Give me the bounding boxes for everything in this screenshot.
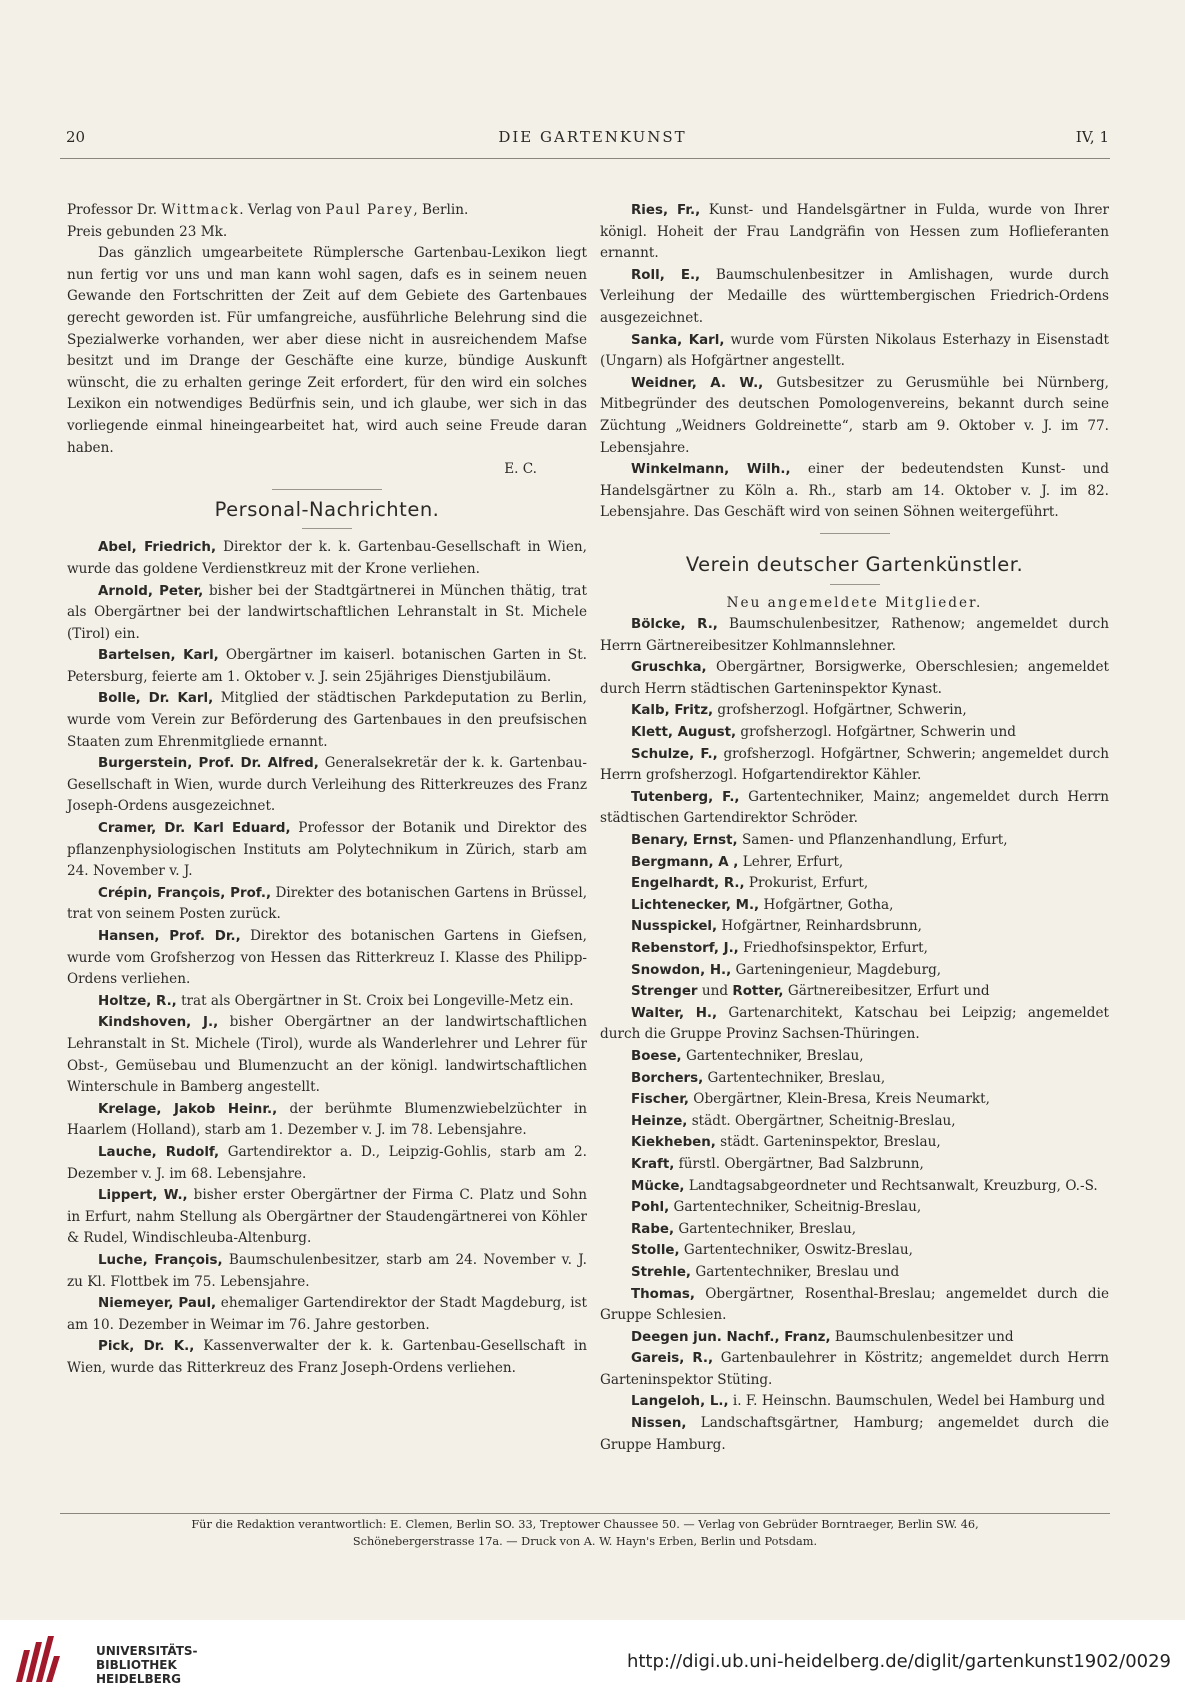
- entry-text: grofsherzogl. Hofgärtner, Schwerin,: [713, 702, 967, 719]
- person-name: Arnold, Peter,: [98, 583, 204, 599]
- entry-text: bisher bei der Stadtgärtnerei in München thätig, trat als Obergärtner bei der landwirtschaftlichen Lehranstalt in St. Michele (Tirol) ein.: [67, 582, 587, 642]
- person-name: Rotter,: [732, 984, 784, 1000]
- entry-text: Gartentechniker, Breslau,: [674, 1220, 857, 1237]
- member-entry: [600, 981, 1109, 1003]
- right-column: [600, 200, 1109, 1456]
- person-name: Nusspickel,: [631, 919, 718, 935]
- news-entry: [600, 265, 1109, 330]
- entry-text: Mitglied der städtischen Parkdeputation zu Berlin, wurde vom Verein zur Beförderung des Gartenbaues in den preufsischen Staaten zum Ehrenmitgliede ernannt.: [67, 690, 587, 750]
- member-entry: [600, 1176, 1109, 1198]
- person-name: Fischer,: [631, 1092, 689, 1108]
- review-author: Wittmack: [161, 202, 240, 218]
- member-entry: [600, 1327, 1109, 1349]
- person-name: Gareis, R.,: [631, 1351, 714, 1367]
- member-entry: [600, 744, 1109, 787]
- news-entry: [67, 1142, 587, 1185]
- entry-text: Gartentechniker, Scheitnig-Breslau,: [669, 1199, 922, 1216]
- entry-text: Direktor der k. k. Gartenbau-Gesellschaft in Wien, wurde das goldene Verdienstkreuz mit der Krone verliehen.: [67, 539, 587, 577]
- library-name-line-1: UNIVERSITÄTS-: [96, 1644, 198, 1658]
- page-number: 20: [66, 128, 86, 146]
- person-name: Weidner, A. W.,: [631, 375, 764, 391]
- person-name: Strenger: [631, 984, 698, 1000]
- news-entry: [67, 1336, 587, 1379]
- journal-title: DIE GARTENKUNST: [498, 128, 687, 146]
- member-entry: [600, 1219, 1109, 1241]
- news-entry: [67, 1099, 587, 1142]
- person-name: Bartelsen, Karl,: [98, 648, 219, 664]
- entry-text: wurde vom Fürsten Nikolaus Esterhazy in Eisenstadt (Ungarn) als Hofgärtner angestellt.: [600, 331, 1109, 370]
- library-name-line-2: BIBLIOTHEK: [96, 1658, 177, 1672]
- entry-text: Gutsbesitzer zu Gerusmühle bei Nürnberg, Mitbegründer des deutschen Pomologenvereins, bekannt durch seine Züchtung „Weidners Goldreinette“, starb am 9. Oktober v. J. im 77. Lebensjahre.: [600, 374, 1109, 456]
- review-price: Preis gebunden 23 Mk.: [67, 223, 228, 240]
- person-name: Bergmann, A ,: [631, 854, 739, 870]
- entry-text: Hofgärtner, Reinhardsbrunn,: [717, 918, 922, 935]
- volume-label: IV, 1: [1075, 128, 1109, 146]
- news-entry: [67, 1250, 587, 1293]
- person-name: Kindshoven, J.,: [98, 1015, 219, 1031]
- entry-text: Gartenarchitekt, Katschau bei Leipzig; angemeldet durch die Gruppe Provinz Sachsen-Thüringen.: [600, 1004, 1109, 1043]
- member-entry: [600, 830, 1109, 852]
- person-name: Holtze, R.,: [98, 993, 177, 1009]
- member-entry: [600, 1197, 1109, 1219]
- entry-text: Friedhofsinspektor, Erfurt,: [738, 940, 928, 956]
- person-name: Klett, August,: [631, 725, 737, 741]
- member-entry: [600, 700, 1109, 722]
- entry-text: Obergärtner im kaiserl. botanischen Garten in St. Petersburg, feierte am 1. Oktober v. J. sein 25jähriges Dienstjubiläum.: [67, 647, 587, 685]
- person-name: Tutenberg, F.,: [631, 789, 740, 805]
- footer-rule: [60, 1513, 1110, 1514]
- member-entry: [600, 722, 1109, 744]
- person-name: Pick, Dr. K.,: [98, 1339, 195, 1355]
- review-first-line: [67, 200, 587, 222]
- member-entry: [600, 657, 1109, 700]
- person-name: Gruschka,: [631, 660, 707, 676]
- entry-text: Generalsekretär der k. k. Gartenbau-Gesellschaft in Wien, wurde durch Verleihung des Ritterkreuzes des Franz Joseph-Ordens ausgezeichnet.: [67, 755, 587, 815]
- entry-text: Gartentechniker, Breslau und: [691, 1263, 900, 1280]
- person-name: Borchers,: [631, 1070, 704, 1086]
- entry-text: Garteningenieur, Magdeburg,: [731, 961, 942, 978]
- person-name: Bolle, Dr. Karl,: [98, 691, 214, 707]
- person-name: Hansen, Prof. Dr.,: [98, 929, 241, 944]
- news-entry: [67, 1012, 587, 1098]
- member-entry: [600, 1003, 1109, 1046]
- member-entry: [600, 787, 1109, 830]
- person-name: Kalb, Fritz,: [631, 703, 714, 719]
- member-entry: [600, 614, 1109, 657]
- left-column: [67, 200, 587, 1379]
- entry-text: Professor der Botanik und Direktor des pflanzenphysiologischen Instituts am Polytechnikum in Zürich, starb am 24. November v. J.: [67, 820, 587, 880]
- news-entry: [67, 926, 587, 991]
- person-name: Stolle,: [631, 1243, 680, 1259]
- person-name: Boese,: [631, 1048, 682, 1064]
- entry-text: Gartendirektor a. D., Leipzig-Gohlis, starb am 2. Dezember v. J. im 68. Lebensjahre.: [67, 1143, 587, 1182]
- person-name: Luche, François,: [98, 1252, 223, 1268]
- news-entry: [67, 883, 587, 926]
- person-name: Heinze,: [631, 1113, 688, 1129]
- entry-text: Gärtnereibesitzer, Erfurt und: [783, 983, 990, 1000]
- person-name: Sanka, Karl,: [631, 332, 725, 348]
- person-name: Thomas,: [631, 1286, 695, 1302]
- member-entry: [600, 960, 1109, 982]
- entry-text: einer der bedeutendsten Kunst- und Handelsgärtner zu Köln a. Rh., starb am 14. Oktober v. J. im 82. Lebensjahre. Das Geschäft wird von seinen Söhnen weitergeführt.: [600, 461, 1109, 521]
- section-title-personal: Personal-Nachrichten.: [214, 497, 440, 521]
- entry-text: und: [697, 983, 733, 1000]
- member-entry: [600, 916, 1109, 938]
- news-entry: [67, 688, 587, 753]
- divider: [830, 584, 880, 585]
- entry-text: Baumschulenbesitzer, starb am 24. November v. J. zu Kl. Flottbek im 75. Lebensjahre.: [67, 1251, 587, 1290]
- news-entry: [67, 1185, 587, 1250]
- divider: [820, 533, 890, 534]
- personal-news-continued: [600, 200, 1109, 524]
- new-members-list: [600, 614, 1109, 1456]
- entry-text: Gartentechniker, Oswitz-Breslau,: [679, 1242, 913, 1259]
- person-name: Rebenstorf, J.,: [631, 941, 739, 956]
- person-name: Krelage, Jakob Heinr.,: [98, 1101, 278, 1117]
- entry-text: Obergärtner, Borsigwerke, Oberschlesien; angemeldet durch Herrn städtischen Garteninspektor Kynast.: [600, 659, 1109, 697]
- person-name: Burgerstein, Prof. Dr. Alfred,: [98, 756, 319, 772]
- person-name: Engelhardt, R.,: [631, 876, 745, 892]
- person-name: Lauche, Rudolf,: [98, 1144, 220, 1160]
- entry-text: Prokurist, Erfurt,: [744, 875, 869, 892]
- divider: [302, 528, 352, 529]
- news-entry: [67, 753, 587, 818]
- imprint-line-1: Für die Redaktion verantwortlich: E. Clemen, Berlin SO. 33, Treptower Chaussee 50. — Verlag von Gebrüder Borntraeger, Berlin SW. 46,: [191, 1518, 979, 1531]
- person-name: Cramer, Dr. Karl Eduard,: [98, 821, 291, 837]
- person-name: Winkelmann, Wilh.,: [631, 462, 791, 478]
- entry-text: Landschaftsgärtner, Hamburg; angemeldet durch die Gruppe Hamburg.: [600, 1415, 1109, 1453]
- entry-text: bisher erster Obergärtner der Firma C. Platz und Sohn in Erfurt, nahm Stellung als Obergärtner der Staudengärtnerei von Köhler & Rudel, Windischleuba-Altenburg.: [67, 1187, 588, 1247]
- person-name: Benary, Ernst,: [631, 833, 738, 849]
- news-entry: [67, 645, 587, 688]
- news-entry: [67, 1293, 587, 1336]
- entry-text: Baumschulenbesitzer und: [830, 1328, 1014, 1345]
- member-entry: [600, 938, 1109, 960]
- person-name: Lippert, W.,: [98, 1188, 188, 1204]
- review-signature: E. C.: [504, 461, 537, 478]
- member-entry: [600, 895, 1109, 917]
- entry-text: Gartentechniker, Mainz; angemeldet durch Herrn städtischen Gartendirektor Schröder.: [600, 788, 1109, 827]
- entry-text: fürstl. Obergärtner, Bad Salzbrunn,: [674, 1155, 924, 1172]
- review-text-2: . Verlag von: [239, 202, 326, 218]
- member-entry: [600, 873, 1109, 895]
- entry-text: Baumschulenbesitzer in Amlishagen, wurde durch Verleihung der Medaille des württembergischen Friedrich-Ordens ausgezeichnet.: [600, 266, 1109, 326]
- member-entry: [600, 1262, 1109, 1284]
- permalink-url[interactable]: http://digi.ub.uni-heidelberg.de/diglit/gartenkunst1902/0029: [626, 1651, 1171, 1672]
- member-entry: [600, 1413, 1109, 1456]
- entry-text: Kassenverwalter der k. k. Gartenbau-Gesellschaft in Wien, wurde das Ritterkreuz des Franz Joseph-Ordens verliehen.: [67, 1338, 587, 1376]
- entry-text: Direktor des botanischen Gartens in Giefsen, wurde vom Grofsherzog von Hessen das Ritterkreuz I. Klasse des Philipp-Ordens verliehen.: [67, 928, 588, 988]
- divider: [272, 489, 382, 490]
- review-publisher: Paul Parey: [325, 202, 414, 218]
- member-entry: [600, 1348, 1109, 1391]
- news-entry: [600, 330, 1109, 373]
- review-text-1: Professor Dr.: [67, 202, 162, 218]
- person-name: Deegen jun. Nachf., Franz,: [631, 1329, 831, 1345]
- entry-text: Direkter des botanischen Gartens in Brüssel, trat von seinem Posten zurück.: [67, 884, 588, 923]
- section-title-verein: Verein deutscher Gartenkünstler.: [685, 552, 1024, 576]
- entry-text: Landtagsabgeordneter und Rechtsanwalt, Kreuzburg, O.-S.: [684, 1177, 1098, 1194]
- entry-text: grofsherzogl. Hofgärtner, Schwerin und: [736, 724, 1016, 741]
- member-entry: [600, 1391, 1109, 1413]
- member-entry: [600, 1089, 1109, 1111]
- news-entry: [600, 200, 1109, 265]
- member-entry: [600, 1132, 1109, 1154]
- person-name: Kiekheben,: [631, 1135, 716, 1151]
- entry-text: Gartentechniker, Breslau,: [681, 1047, 864, 1064]
- news-entry: [600, 373, 1109, 459]
- person-name: Strehle,: [631, 1264, 692, 1280]
- news-entry: [67, 581, 587, 646]
- person-name: Niemeyer, Paul,: [98, 1296, 217, 1312]
- entry-text: bisher Obergärtner an der landwirtschaftlichen Lehranstalt in St. Michele (Tirol), wurde als Wanderlehrer und Lehrer für Obst-, Gemüsebau und Blumenzucht an der königl. landwirtschaftlichen Winterschule in Bamberg angestellt.: [67, 1014, 587, 1096]
- entry-text: Baumschulenbesitzer, Rathenow; angemeldet durch Herrn Gärtnereibesitzer Kohlmannslehner.: [600, 616, 1109, 654]
- entry-text: städt. Garteninspektor, Breslau,: [715, 1134, 941, 1151]
- library-name: [96, 1644, 198, 1686]
- news-entry: [67, 991, 587, 1013]
- member-entry: [600, 1046, 1109, 1068]
- person-name: Lichtenecker, M.,: [631, 897, 760, 913]
- entry-text: Gartentechniker, Breslau,: [703, 1069, 886, 1086]
- person-name: Snowdon, H.,: [631, 962, 732, 978]
- review-body: Das gänzlich umgearbeitete Rümplersche Gartenbau-Lexikon liegt nun fertig vor uns und man kann wohl sagen, dafs es in seinem neuen Gewande den Fortschritten der Zeit auf dem Gebiete des Gartenbaues gerecht geworden ist. Für umfangreiche, ausführliche Belehrung sind die Spezialwerke vorhanden, wer aber diese nicht in ausreichendem Mafse besitzt und im Drange der Geschäfte eine kurze, bündige Auskunft wünscht, die zu erhalten geringe Zeit erfordert, für den wird ein solches Lexikon ein notwendiges Bedürfnis sein, und ich glaube, wer sich in das vorliegende einmal hineingearbeitet hat, wird auch seine Freude daran haben.: [67, 245, 587, 456]
- entry-text: Samen- und Pflanzenhandlung, Erfurt,: [737, 832, 1008, 849]
- person-name: Bölcke, R.,: [631, 617, 718, 633]
- person-name: Crépin, François, Prof.,: [98, 885, 272, 901]
- person-name: Roll, E.,: [631, 267, 701, 283]
- person-name: Abel, Friedrich,: [98, 540, 217, 556]
- review-text-3: , Berlin.: [413, 202, 469, 218]
- member-entry: [600, 1111, 1109, 1133]
- personal-news-list: [67, 537, 587, 1379]
- entry-text: grofsherzogl. Hofgärtner, Schwerin; angemeldet durch Herrn grofsherzogl. Hofgartendirektor Kähler.: [600, 745, 1109, 784]
- person-name: Mücke,: [631, 1178, 685, 1194]
- entry-text: städt. Obergärtner, Scheitnig-Breslau,: [687, 1112, 956, 1129]
- members-subtitle: Neu angemeldete Mitglieder.: [726, 594, 983, 611]
- person-name: Pohl,: [631, 1200, 670, 1216]
- entry-text: der berühmte Blumenzwiebelzüchter in Haarlem (Holland), starb am 1. Dezember v. J. im 78. Lebensjahre.: [67, 1100, 587, 1139]
- review-signature-line: [67, 459, 587, 481]
- entry-text: Obergärtner, Rosenthal-Breslau; angemeldet durch die Gruppe Schlesien.: [600, 1285, 1109, 1324]
- entry-text: ehemaliger Gartendirektor der Stadt Magdeburg, ist am 10. Dezember in Weimar im 76. Jahre gestorben.: [67, 1295, 587, 1333]
- person-name: Ries, Fr.,: [631, 203, 701, 218]
- news-entry: [67, 537, 587, 580]
- entry-text: Hofgärtner, Gotha,: [759, 896, 894, 913]
- member-entry: [600, 1154, 1109, 1176]
- member-entry: [600, 852, 1109, 874]
- entry-text: trat als Obergärtner in St. Croix bei Longeville-Metz ein.: [176, 992, 574, 1009]
- person-name: Rabe,: [631, 1221, 675, 1237]
- entry-text: Obergärtner, Klein-Bresa, Kreis Neumarkt,: [688, 1091, 990, 1108]
- news-entry: [67, 818, 587, 883]
- library-name-line-3: HEIDELBERG: [96, 1672, 181, 1686]
- news-entry: [600, 459, 1109, 524]
- member-entry: [600, 1240, 1109, 1262]
- header-rule: [60, 158, 1110, 159]
- person-name: Nissen,: [631, 1416, 687, 1432]
- person-name: Langeloh, L.,: [631, 1394, 729, 1410]
- entry-text: Kunst- und Handelsgärtner in Fulda, wurde von Ihrer königl. Hoheit der Frau Landgräfin von Hessen zum Hoflieferanten ernannt.: [600, 202, 1109, 262]
- imprint-line-2: Schönebergerstrasse 17a. — Druck von A. W. Hayn's Erben, Berlin und Potsdam.: [352, 1535, 818, 1548]
- entry-text: Lehrer, Erfurt,: [738, 853, 844, 870]
- person-name: Walter, H.,: [631, 1005, 718, 1021]
- member-entry: [600, 1068, 1109, 1090]
- entry-text: Gartenbaulehrer in Köstritz; angemeldet durch Herrn Garteninspektor Stüting.: [600, 1350, 1109, 1388]
- person-name: Schulze, F.,: [631, 746, 718, 762]
- member-entry: [600, 1284, 1109, 1327]
- university-library-logo-icon: [10, 1630, 70, 1690]
- person-name: Kraft,: [631, 1156, 675, 1172]
- entry-text: i. F. Heinschn. Baumschulen, Wedel bei Hamburg und: [728, 1393, 1105, 1410]
